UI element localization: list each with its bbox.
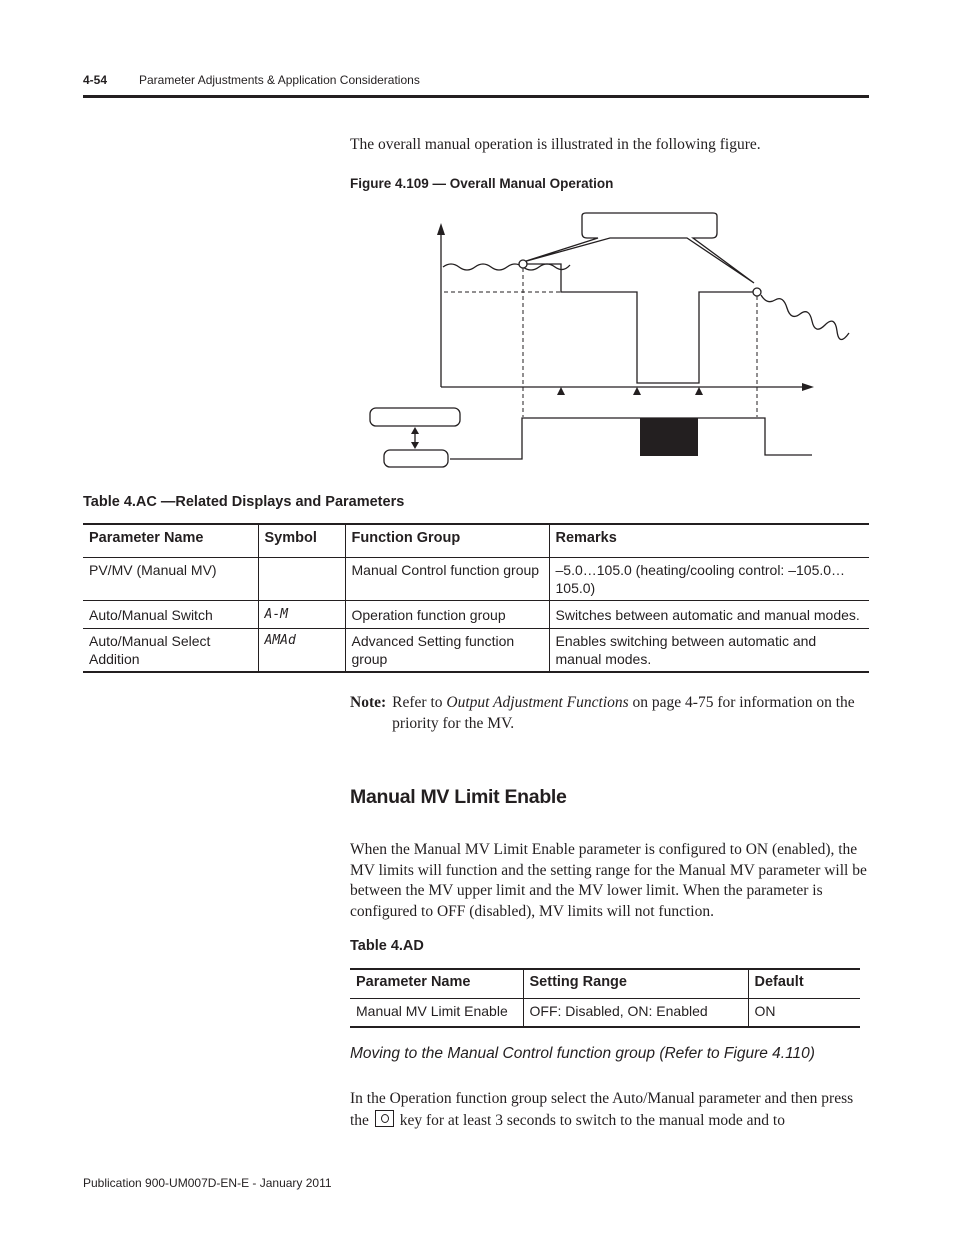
mode-box-upper (370, 408, 460, 426)
subsection-paragraph (350, 1089, 870, 1131)
subsection-heading: Moving to the Manual Control function group (Refer to Figure 4.110) (350, 1045, 815, 1062)
auto-signal-wave-left (443, 264, 570, 270)
cell-parameter-name: PV/MV (Manual MV) (83, 558, 258, 601)
dashed-reference-lines (444, 268, 757, 417)
manual-operation-diagram (360, 205, 870, 470)
manual-mv-step-signal (527, 264, 753, 383)
note-text-after: on page 4-75 for information on the priority for the MV. (392, 694, 855, 732)
figure-caption: Figure 4.109 — Overall Manual Operation (350, 176, 614, 191)
related-parameters-table (83, 523, 869, 673)
chapter-title: Parameter Adjustments & Application Considerations (139, 73, 420, 87)
note-text-before: Refer to (392, 694, 447, 711)
header-rule (83, 95, 869, 98)
manual-mv-limit-table (350, 968, 860, 1028)
key-marker-3 (695, 387, 703, 395)
cell-symbol: AMAd (258, 629, 345, 673)
col-remarks: Remarks (549, 524, 869, 558)
cell-default: ON (748, 999, 860, 1028)
publication-footer: Publication 900-UM007D-EN-E - January 2011 (83, 1176, 332, 1190)
switch-point-to-manual (519, 260, 527, 268)
cell-parameter-name: Manual MV Limit Enable (356, 1003, 508, 1019)
table-row (83, 629, 869, 673)
cell-function-group: Manual Control function group (345, 558, 549, 601)
auto-signal-wave-right (761, 295, 849, 340)
key-marker-2 (633, 387, 641, 395)
table-row (83, 601, 869, 629)
key-icon (375, 1110, 394, 1127)
col-parameter-name: Parameter Name (350, 969, 523, 999)
cell-remarks: Enables switching between automatic and manual modes. (549, 629, 869, 673)
cell-function-group: Advanced Setting function group (345, 629, 549, 673)
mode-timing-signal (450, 418, 812, 459)
switch-point-to-auto (753, 288, 761, 296)
note (350, 693, 870, 734)
table-row (83, 558, 869, 601)
note-text (392, 693, 870, 734)
section-heading: Manual MV Limit Enable (350, 786, 567, 808)
cell-remarks: Switches between automatic and manual modes. (549, 601, 869, 629)
table-ac-caption: Table 4.AC —Related Displays and Parameters (83, 494, 405, 510)
subsection-text-before-key: In the Operation function group select the Auto/Manual parameter and then press the (350, 1090, 854, 1129)
callout-bubble (523, 213, 754, 283)
page-number: 4-54 (83, 73, 108, 87)
cell-symbol: A-M (258, 601, 345, 629)
cell-parameter-name: Auto/Manual Select Addition (89, 633, 211, 667)
cell-function-group: Operation function group (345, 601, 549, 629)
table-row (350, 999, 860, 1028)
cell-remarks: –5.0…105.0 (heating/cooling control: –105.0…105.0) (549, 558, 869, 601)
intro-paragraph: The overall manual operation is illustrated in the following figure. (350, 136, 761, 153)
col-function-group: Function Group (345, 524, 549, 558)
double-arrow-icon (411, 427, 419, 449)
col-setting-range: Setting Range (523, 969, 748, 999)
key-marker-1 (557, 387, 565, 395)
subsection-text-after-key: key for at least 3 seconds to switch to the manual mode and to (399, 1111, 785, 1129)
cell-setting-range: OFF: Disabled, ON: Enabled (523, 999, 748, 1028)
cell-parameter-name: Auto/Manual Switch (83, 601, 258, 629)
note-label: Note: (350, 694, 387, 711)
manual-key-hold-block (640, 418, 698, 456)
col-symbol: Symbol (258, 524, 345, 558)
note-reference-link[interactable]: Output Adjustment Functions (446, 694, 629, 711)
mode-box-lower (384, 450, 448, 467)
cell-symbol (258, 558, 345, 601)
table-header-row (350, 969, 860, 999)
col-parameter-name: Parameter Name (83, 524, 258, 558)
section-paragraph: When the Manual MV Limit Enable parameter is configured to ON (enabled), the MV limits will function and the setting range for the Manual MV parameter will be between the MV upper limit and the MV lower limit. When the parameter is configured to OFF (disabled), MV limits will not function. (350, 841, 867, 920)
col-default: Default (748, 969, 860, 999)
table-ad-caption: Table 4.AD (350, 938, 424, 954)
table-header-row (83, 524, 869, 558)
